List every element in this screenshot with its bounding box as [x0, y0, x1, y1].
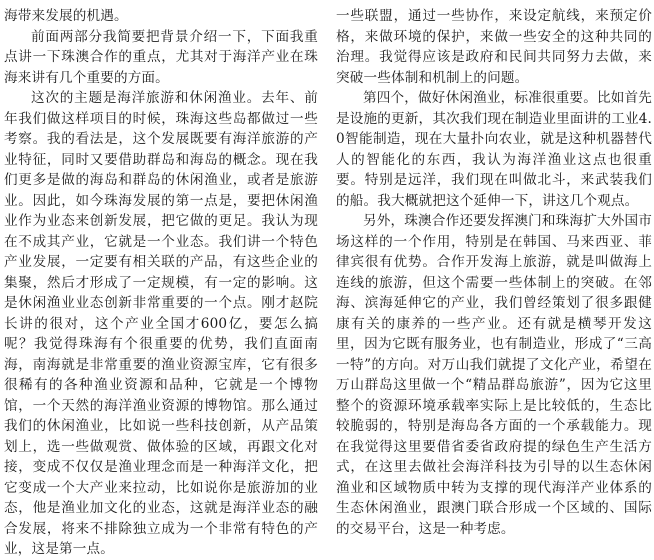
paragraph: 第四个，做好休闲渔业，标准很重要。比如首先是设施的更新，其次我们现在制造业里面讲的工业4.0智能制造，现在大量扑向农业，就是这种机器替代人的智能化的东西，我认为海洋渔业这点也很重要。特别是远洋，我们现在叫做北斗，来武装我们的船。我大概就把这个延伸一下，讲这几个观点。 — [336, 90, 652, 209]
paragraph: 前面两部分我简要把背景介绍一下，下面我重点讲一下珠澳合作的重点，尤其对于海洋产业在珠海来讲有几个重要的方面。 — [4, 28, 318, 86]
paragraph: 海带来发展的机遇。 — [4, 8, 128, 24]
left-column — [0, 0, 318, 557]
paragraph: 一些联盟，通过一些协作，来设定航线，来预定价格，来做环境的保护，来做一些安全的这种共同的治理。我觉得应该是政府和民间共同努力去做，来突破一些体制和机制上的问题。 — [336, 8, 652, 86]
paragraph: 另外，珠澳合作还要发挥澳门和珠海扩大外国市场这样的一个作用，特别是在韩国、马来西亚、菲律宾很有优势。合作开发海上旅游，就是叫做海上连线的旅游，但这个需要一些体制上的突破。在邻海、滨海延伸它的产业，我们曾经策划了很多跟健康有关的康养的一些产业。还有就是横琴开发这里，因为它既有服务业，也有制造业，形成了“三高一特”的方向。对万山我们就提了文化产业，希望在万山群岛这里做一个“精品群岛旅游”，因为它这里整个的资源环境承载率实际上是比较低的，生态比较脆弱的，特别是海岛各方面的一个承载能力。现在我觉得这里要借省委省政府提的绿色生产生活方式，在这里去做社会海洋科技为引导的以生态休闲渔业和区域物质中转为支撑的现代海洋产业体系的生态休闲渔业，跟澳门联合形成一个区域的、国际的交易平台，这是一种考虑。 — [336, 213, 652, 537]
paragraph: 这次的主题是海洋旅游和休闲渔业。去年、前年我们做这样项目的时候，珠海这些岛都做过一些考察。我的看法是，这个发展既要有海洋旅游的产业特征，同时又要借助群岛和海岛的概念。现在我们更多是做的海岛和群岛的休闲渔业，或者是旅游业。因此，如今珠海发展的第一点是，要把休闲渔业作为业态来创新发展，把它做的更足。我认为现在不成其产业，它就是一个业态。我们讲一个特色产业发展，一定要有相关联的产品，有这些企业的集聚，然后才形成了一定规模，有一定的影响。这是休闲渔业业态创新非常重要的一个点。刚才赵院长讲的很对，这个产业全国才600亿，要怎么搞呢？我觉得珠海有个很重要的优势，我们直面南海，南海就是非常重要的渔业资源宝库，它有很多很稀有的各种渔业资源和品种，它就是一个博物馆，一个天然的海洋渔业资源的博物馆。那么通过我们的休闲渔业，比如说一些科技创新，从产品策划上，选一些做观赏、做体验的区域，再跟文化对接，变成不仅仅是渔业理念而是一种海洋文化，把它变成一个大产业来拉动，比如说你是旅游加的业态，他是渔业加文化的业态，这就是海洋业态的融合发展，将来不排除独立成为一个非常有特色的产业，这是第一点。 — [4, 90, 318, 557]
right-column — [336, 0, 654, 537]
